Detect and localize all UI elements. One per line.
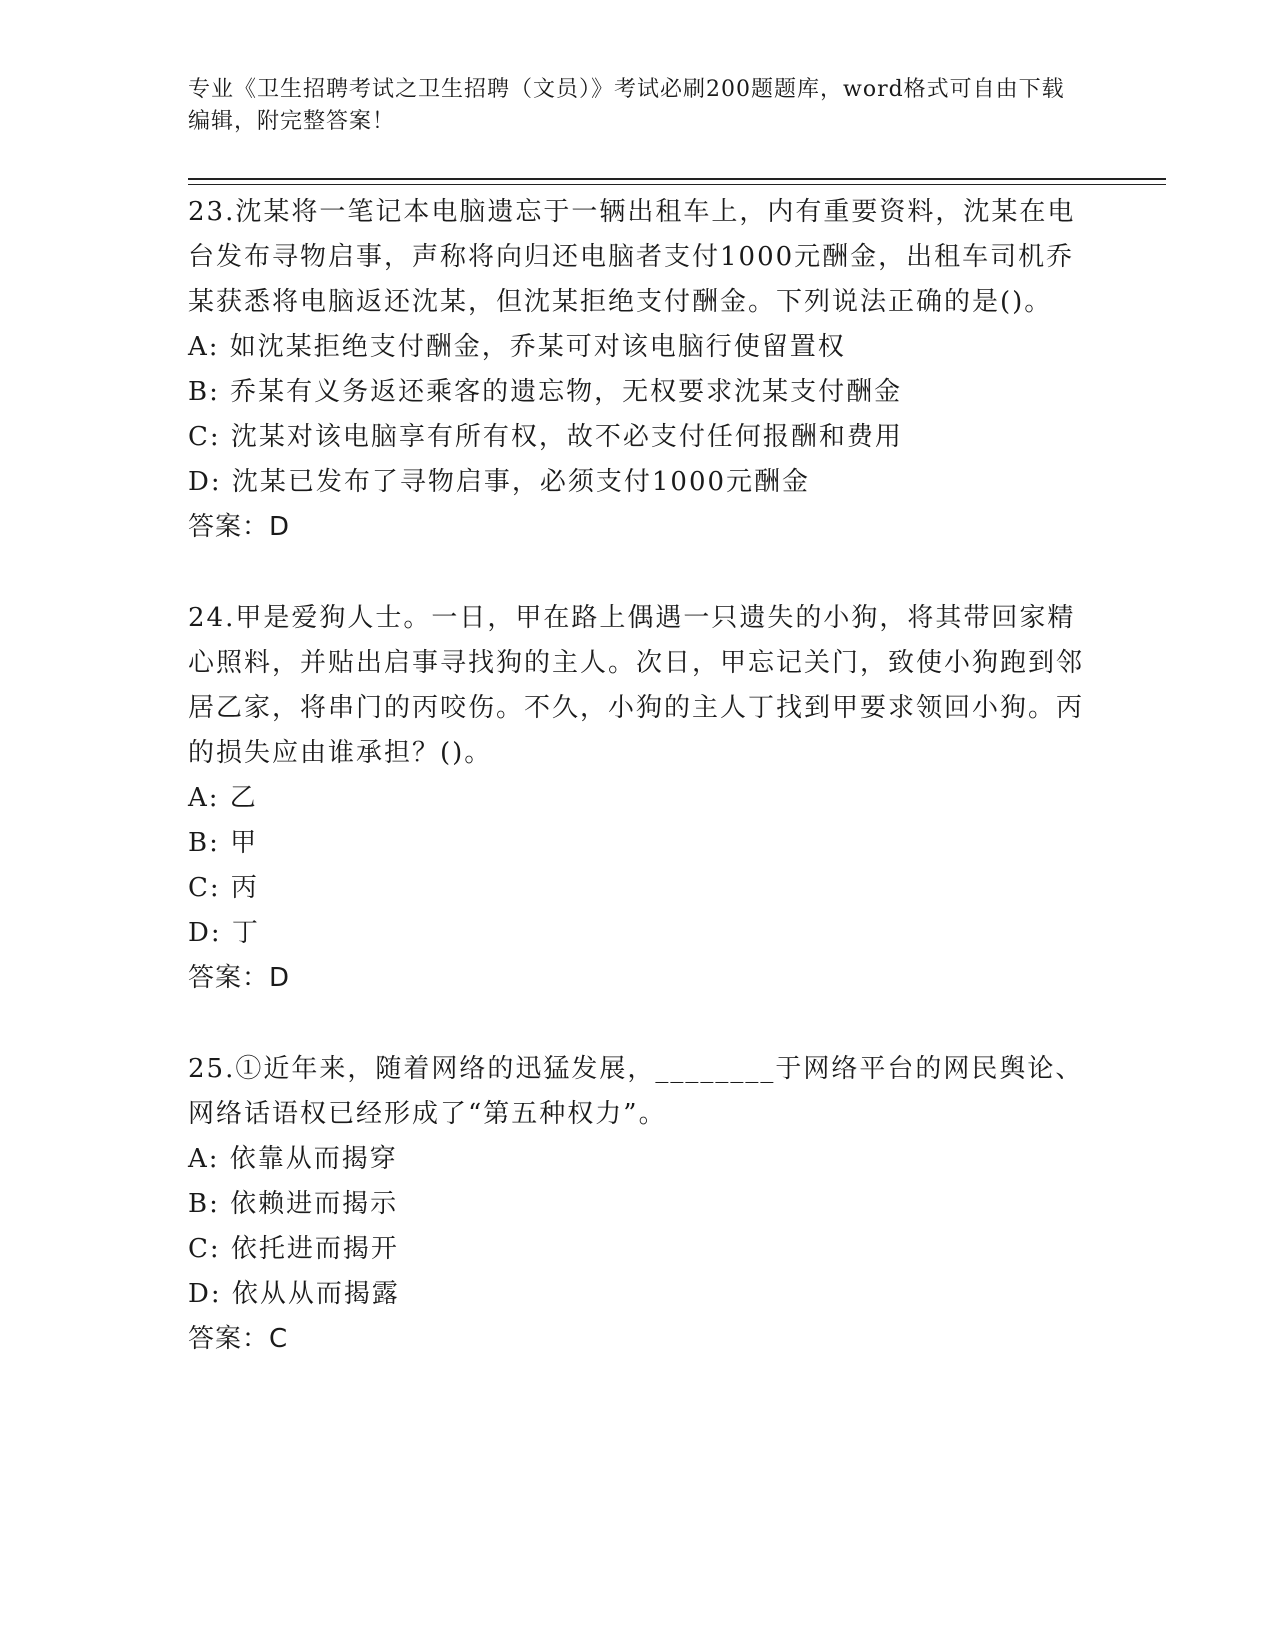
option-c: C: 沈某对该电脑享有所有权，故不必支付任何报酬和费用 xyxy=(188,422,903,452)
option-b: B: 乔某有义务返还乘客的遗忘物，无权要求沈某支付酬金 xyxy=(188,377,903,407)
option-d: D: 沈某已发布了寻物启事，必须支付1000元酬金 xyxy=(188,467,811,497)
option-d: D: 丁 xyxy=(188,918,260,948)
question-25 xyxy=(188,1047,1088,1362)
option-c: C: 丙 xyxy=(188,873,259,903)
answer-line: 答案：D xyxy=(188,963,291,993)
option-d: D: 依从从而揭露 xyxy=(188,1279,400,1309)
question-23 xyxy=(188,190,1088,550)
document-header: 专业《卫生招聘考试之卫生招聘（文员）》考试必刷200题题库，word格式可自由下载编辑，附完整答案！ xyxy=(188,77,1065,134)
question-stem: 23.沈某将一笔记本电脑遗忘于一辆出租车上，内有重要资料，沈某在电台发布寻物启事，声称将向归还电脑者支付1000元酬金，出租车司机乔某获悉将电脑返还沈某，但沈某拒绝支付酬金。下列说法正确的是()。 xyxy=(188,197,1076,317)
answer-line: 答案：C xyxy=(188,1324,289,1354)
option-a: A: 乙 xyxy=(188,783,258,813)
option-b: B: 甲 xyxy=(188,828,259,858)
question-stem: 24.甲是爱狗人士。一日，甲在路上偶遇一只遗失的小狗，将其带回家精心照料，并贴出启事寻找狗的主人。次日，甲忘记关门，致使小狗跑到邻居乙家，将串门的丙咬伤。不久，小狗的主人丁找到甲要求领回小狗。丙的损失应由谁承担？()。 xyxy=(188,603,1085,768)
question-stem: 25.①近年来，随着网络的迅猛发展，________于网络平台的网民舆论、网络话语权已经形成了“第五种权力”。 xyxy=(188,1054,1084,1129)
option-b: B: 依赖进而揭示 xyxy=(188,1189,399,1219)
option-a: A: 依靠从而揭穿 xyxy=(188,1144,398,1174)
question-list xyxy=(188,190,1088,1408)
option-c: C: 依托进而揭开 xyxy=(188,1234,399,1264)
header-divider-thin xyxy=(188,184,1166,185)
answer-line: 答案：D xyxy=(188,512,291,542)
question-24 xyxy=(188,596,1088,1001)
option-a: A: 如沈某拒绝支付酬金，乔某可对该电脑行使留置权 xyxy=(188,332,846,362)
header-divider-thick xyxy=(188,178,1166,180)
